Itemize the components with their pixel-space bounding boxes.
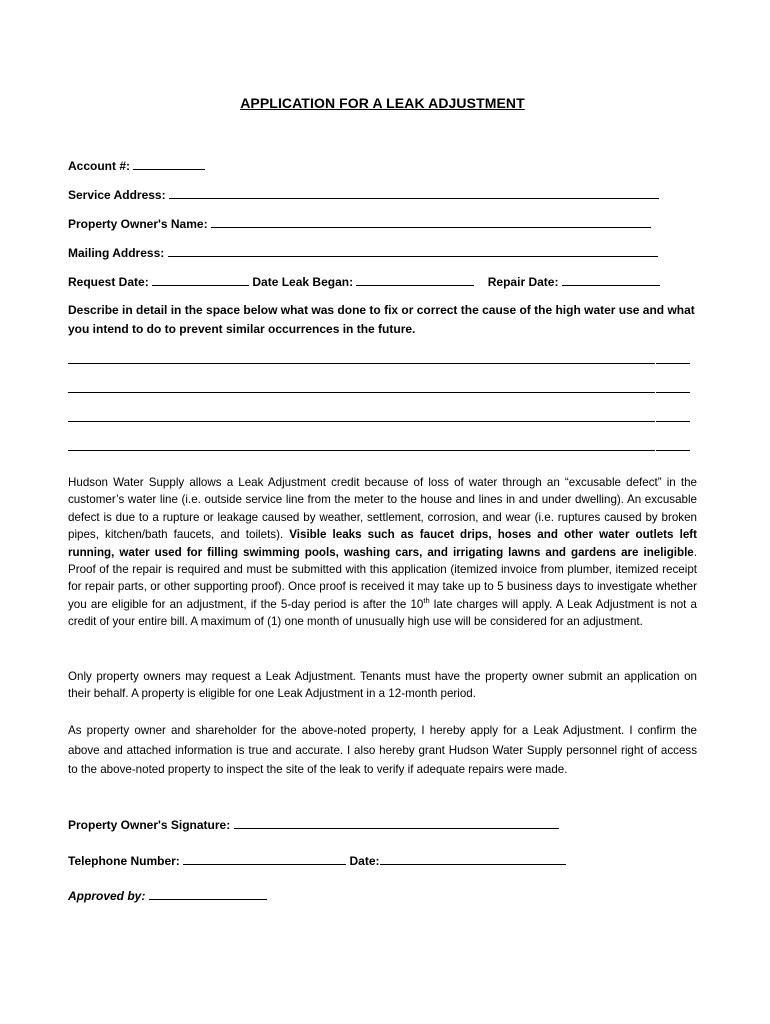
telephone-date-row bbox=[68, 853, 566, 868]
eligibility-text-1: Hudson Water Supply allows a Leak Adjustment credit because of loss of water through an “excusable defect” in the customer’s water line (i.e. outside service line from the meter to the house and lines in and under dwelling). An excusable defect is due to a rupture or leakage caused by weather, settlement, corrosion, and wear (i.e. ruptures caused by broken pipes, kitchen/bath faucets, and toilets). bbox=[68, 476, 697, 542]
owner-signature-label: Property Owner's Signature: bbox=[68, 818, 231, 832]
repair-date-label: Repair Date: bbox=[487, 275, 559, 289]
date-label: Date: bbox=[349, 854, 380, 868]
service-address-label: Service Address: bbox=[68, 188, 166, 202]
eligibility-text-3: late charges will apply. A Leak Adjustment is not a credit of your entire bill. A maximum of (1) one month of unusually high use will be considered for an adjustment. bbox=[68, 597, 697, 629]
owner-name-blank[interactable] bbox=[211, 216, 651, 228]
form-title: APPLICATION FOR A LEAK ADJUSTMENT bbox=[240, 95, 525, 111]
approved-by-blank[interactable] bbox=[149, 888, 267, 900]
owner-signature-field bbox=[68, 817, 559, 832]
approved-by-field bbox=[68, 888, 267, 903]
mailing-address-field bbox=[68, 245, 658, 260]
date-blank[interactable] bbox=[380, 853, 566, 865]
service-address-blank[interactable] bbox=[169, 187, 659, 199]
approved-by-label: Approved by: bbox=[68, 889, 146, 903]
request-date-label: Request Date: bbox=[68, 275, 149, 289]
mailing-address-blank[interactable] bbox=[168, 245, 658, 257]
eligibility-paragraph bbox=[68, 474, 697, 631]
declaration-paragraph: As property owner and shareholder for the above-noted property, I hereby apply for a Leak Adjustment. I confirm the above and attached information is true and accurate. I also hereby grant Hudson Water Supply personnel right of access to the above-noted property to inspect the site of the leak to verify if adequate repairs were made. bbox=[68, 724, 697, 776]
repair-date-blank[interactable] bbox=[562, 274, 660, 286]
dates-row bbox=[68, 274, 660, 289]
ineligible-leaks-text: Visible leaks such as faucet drips, hoses and other water outlets left running, water used for filling swimming pools, washing cars, and irrigating lawns and gardens are ineligible bbox=[68, 528, 697, 559]
telephone-blank[interactable] bbox=[183, 853, 346, 865]
owner-only-paragraph: Only property owners may request a Leak Adjustment. Tenants must have the property owner submit an application on their behalf. A property is eligible for one Leak Adjustment in a 12-month period. bbox=[68, 670, 697, 701]
leak-began-blank[interactable] bbox=[356, 274, 474, 286]
telephone-label: Telephone Number: bbox=[68, 854, 180, 868]
owner-name-field bbox=[68, 216, 651, 231]
ordinal-suffix: th bbox=[423, 595, 430, 605]
leak-began-label: Date Leak Began: bbox=[252, 275, 354, 289]
account-blank[interactable] bbox=[133, 158, 205, 170]
account-label: Account #: bbox=[68, 159, 131, 173]
account-field bbox=[68, 158, 205, 173]
mailing-address-label: Mailing Address: bbox=[68, 246, 165, 260]
owner-name-label: Property Owner's Name: bbox=[68, 217, 208, 231]
request-date-blank[interactable] bbox=[152, 274, 249, 286]
service-address-field bbox=[68, 187, 659, 202]
describe-instructions: Describe in detail in the space below what was done to fix or correct the cause of the high water use and what you intend to do to prevent similar occurrences in the future. bbox=[68, 303, 695, 336]
owner-signature-blank[interactable] bbox=[234, 817, 559, 829]
eligibility-text-2: . Proof of the repair is required and must be submitted with this application (itemized invoice from plumber, itemized receipt for repair parts, or other supporting proof). Once proof is received it may take up to 5 business days to investigate whether you are eligible for an adjustment, if the 5-day period is after the 10 bbox=[68, 545, 697, 611]
